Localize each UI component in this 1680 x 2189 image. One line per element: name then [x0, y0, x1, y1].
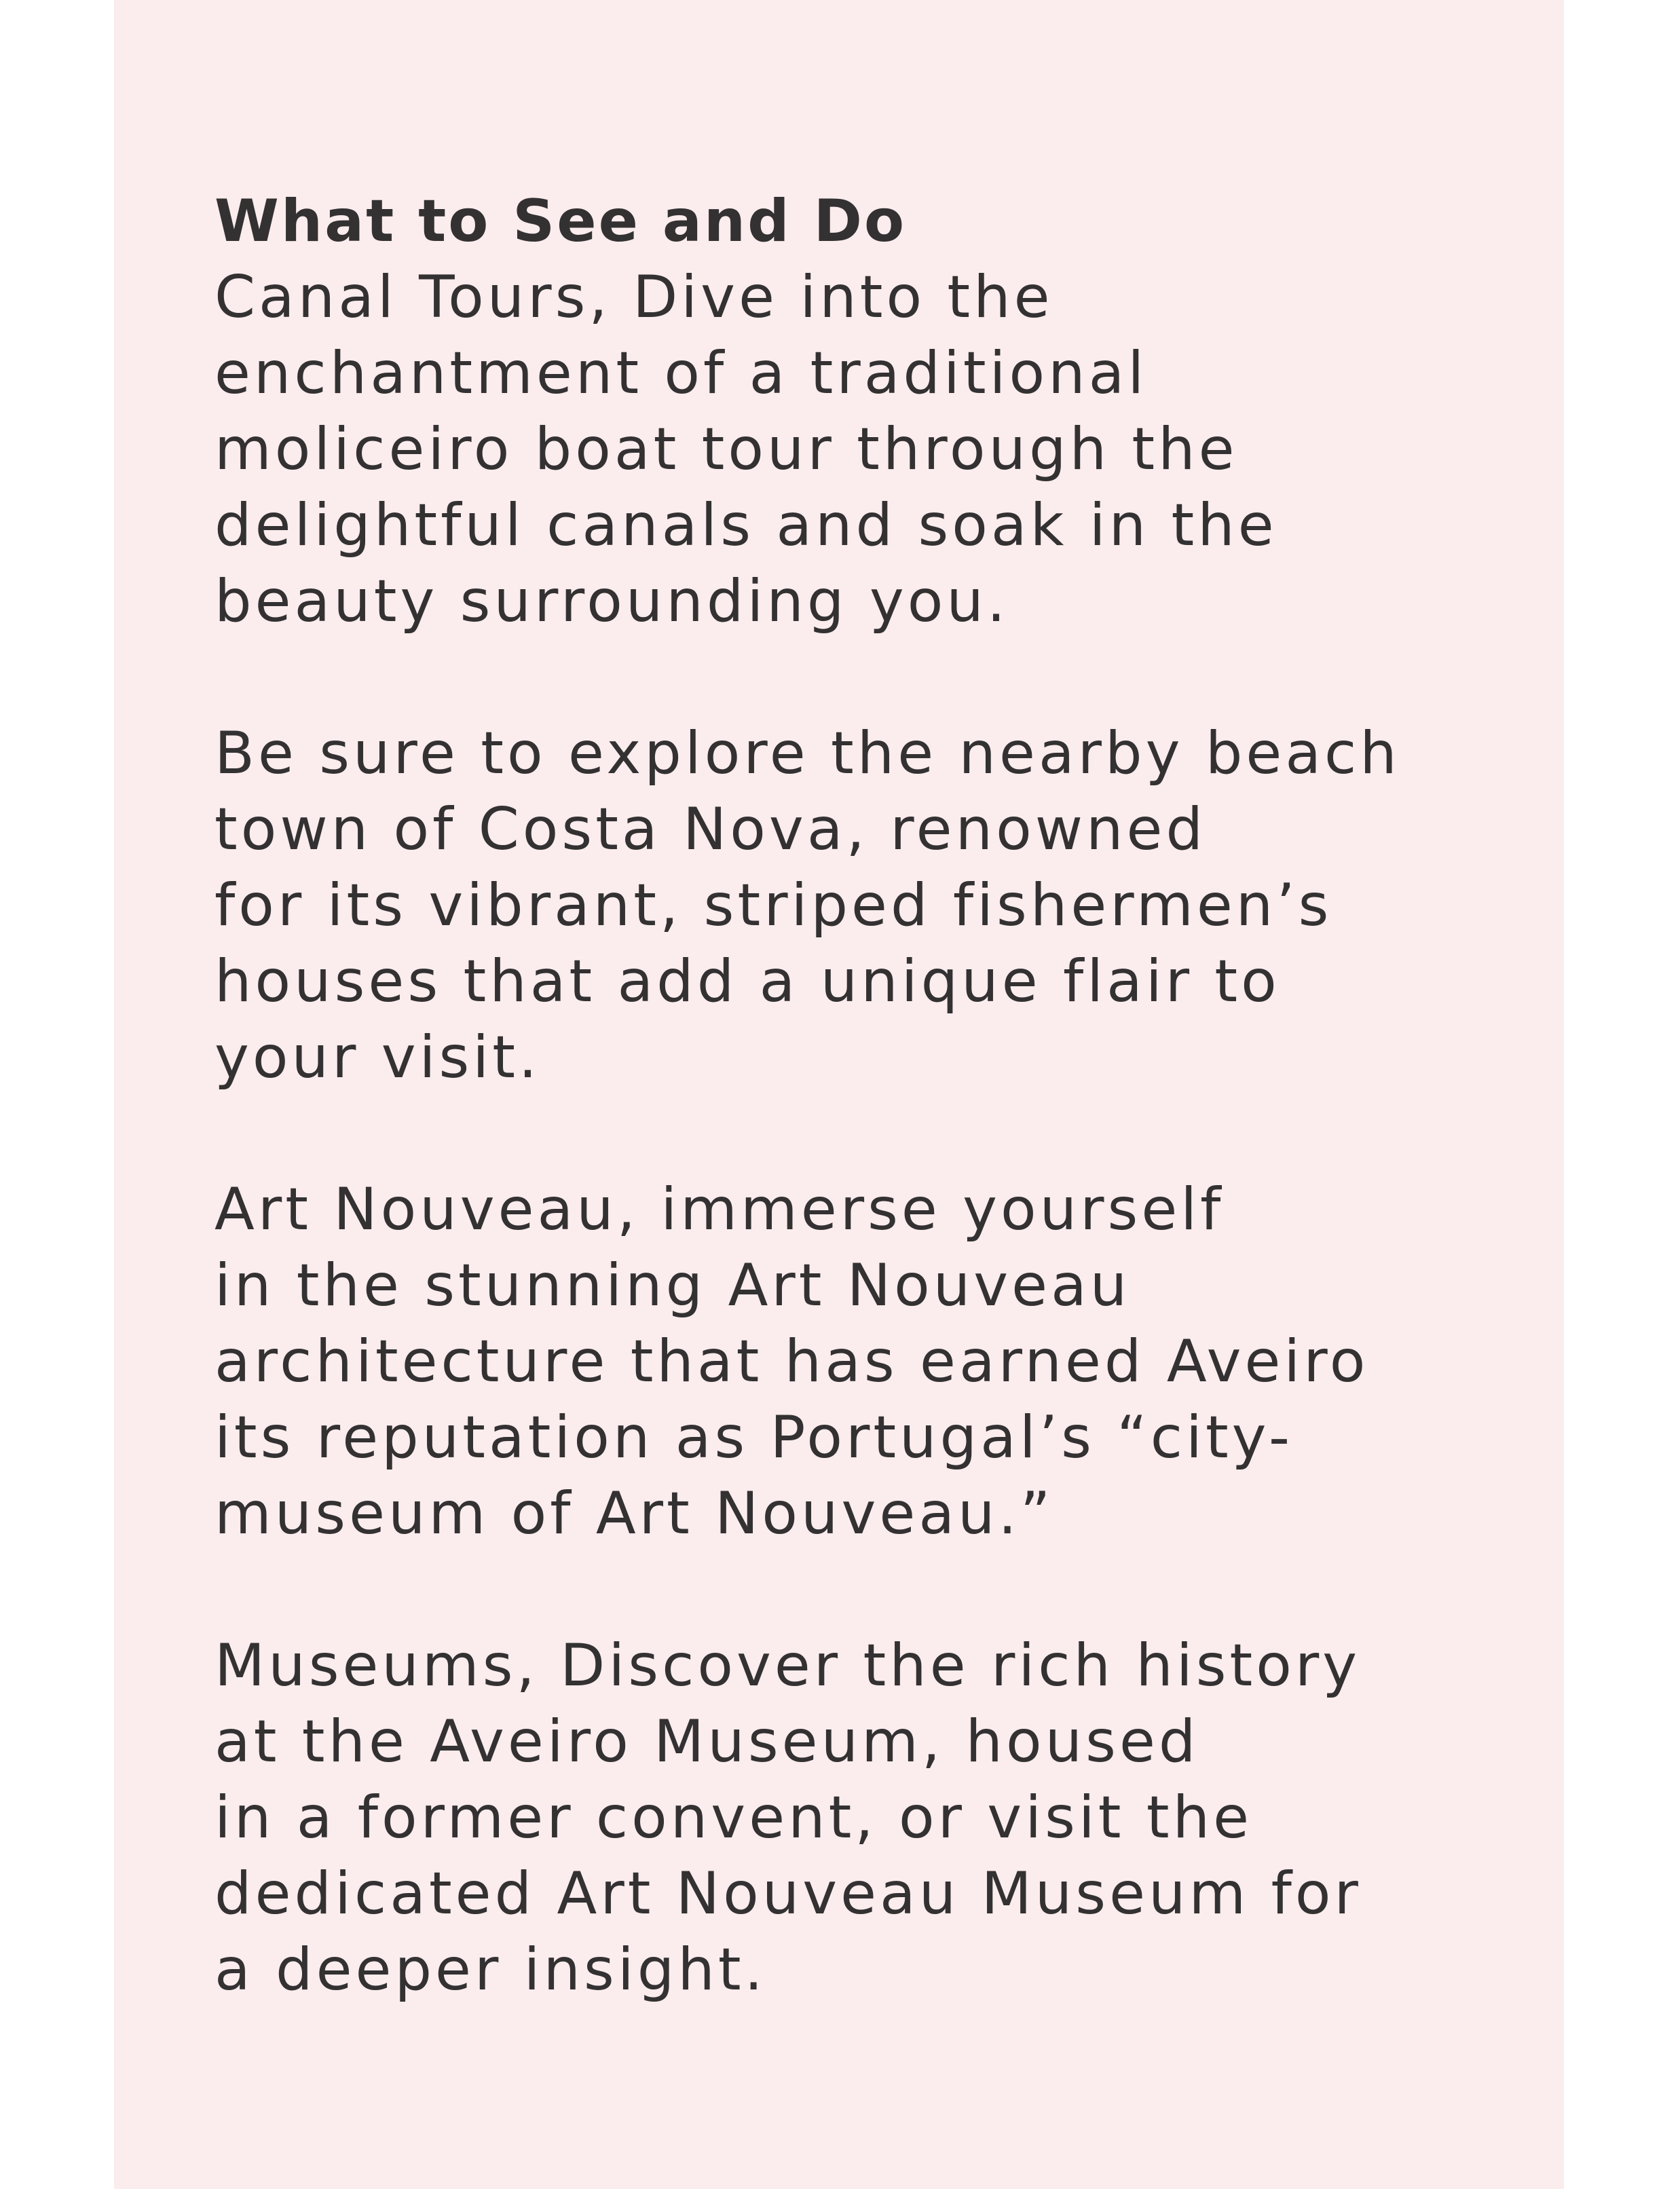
text-line: your visit.	[214, 1024, 541, 1091]
text-line: for its vibrant, striped fishermen’s	[214, 872, 1332, 939]
text-line: dedicated Art Nouveau Museum for	[214, 1860, 1362, 1928]
article-content	[214, 183, 1504, 2008]
text-line: beauty surrounding you.	[214, 567, 1009, 635]
text-line: in a former convent, or visit the	[214, 1784, 1252, 1852]
paragraph-costa-nova	[214, 715, 1504, 1096]
text-line: a deeper insight.	[214, 1936, 766, 2004]
paragraph-canal-tours	[214, 259, 1504, 639]
text-line: moliceiro boat tour through the	[214, 415, 1238, 483]
text-line: houses that add a unique flair to	[214, 948, 1280, 1015]
text-line: architecture that has earned Aveiro	[214, 1328, 1369, 1396]
text-line: Be sure to explore the nearby beach	[214, 719, 1400, 787]
page-panel	[114, 0, 1564, 2189]
paragraph-museums	[214, 1628, 1504, 2008]
paragraph-art-nouveau	[214, 1172, 1504, 1552]
text-line: in the stunning Art Nouveau	[214, 1252, 1131, 1320]
text-line: Art Nouveau, immerse yourself	[214, 1176, 1225, 1243]
text-line: Canal Tours, Dive into the	[214, 263, 1053, 331]
text-line: Museums, Discover the rich history	[214, 1632, 1361, 1700]
text-line: at the Aveiro Museum, housed	[214, 1708, 1199, 1776]
text-line: delightful canals and soak in the	[214, 491, 1277, 559]
text-line: its reputation as Portugal’s “city-	[214, 1404, 1294, 1472]
text-line: town of Costa Nova, renowned	[214, 796, 1207, 863]
text-line: museum of Art Nouveau.”	[214, 1480, 1054, 1548]
section-heading: What to See and Do	[214, 187, 907, 255]
text-line: enchantment of a traditional	[214, 339, 1148, 407]
